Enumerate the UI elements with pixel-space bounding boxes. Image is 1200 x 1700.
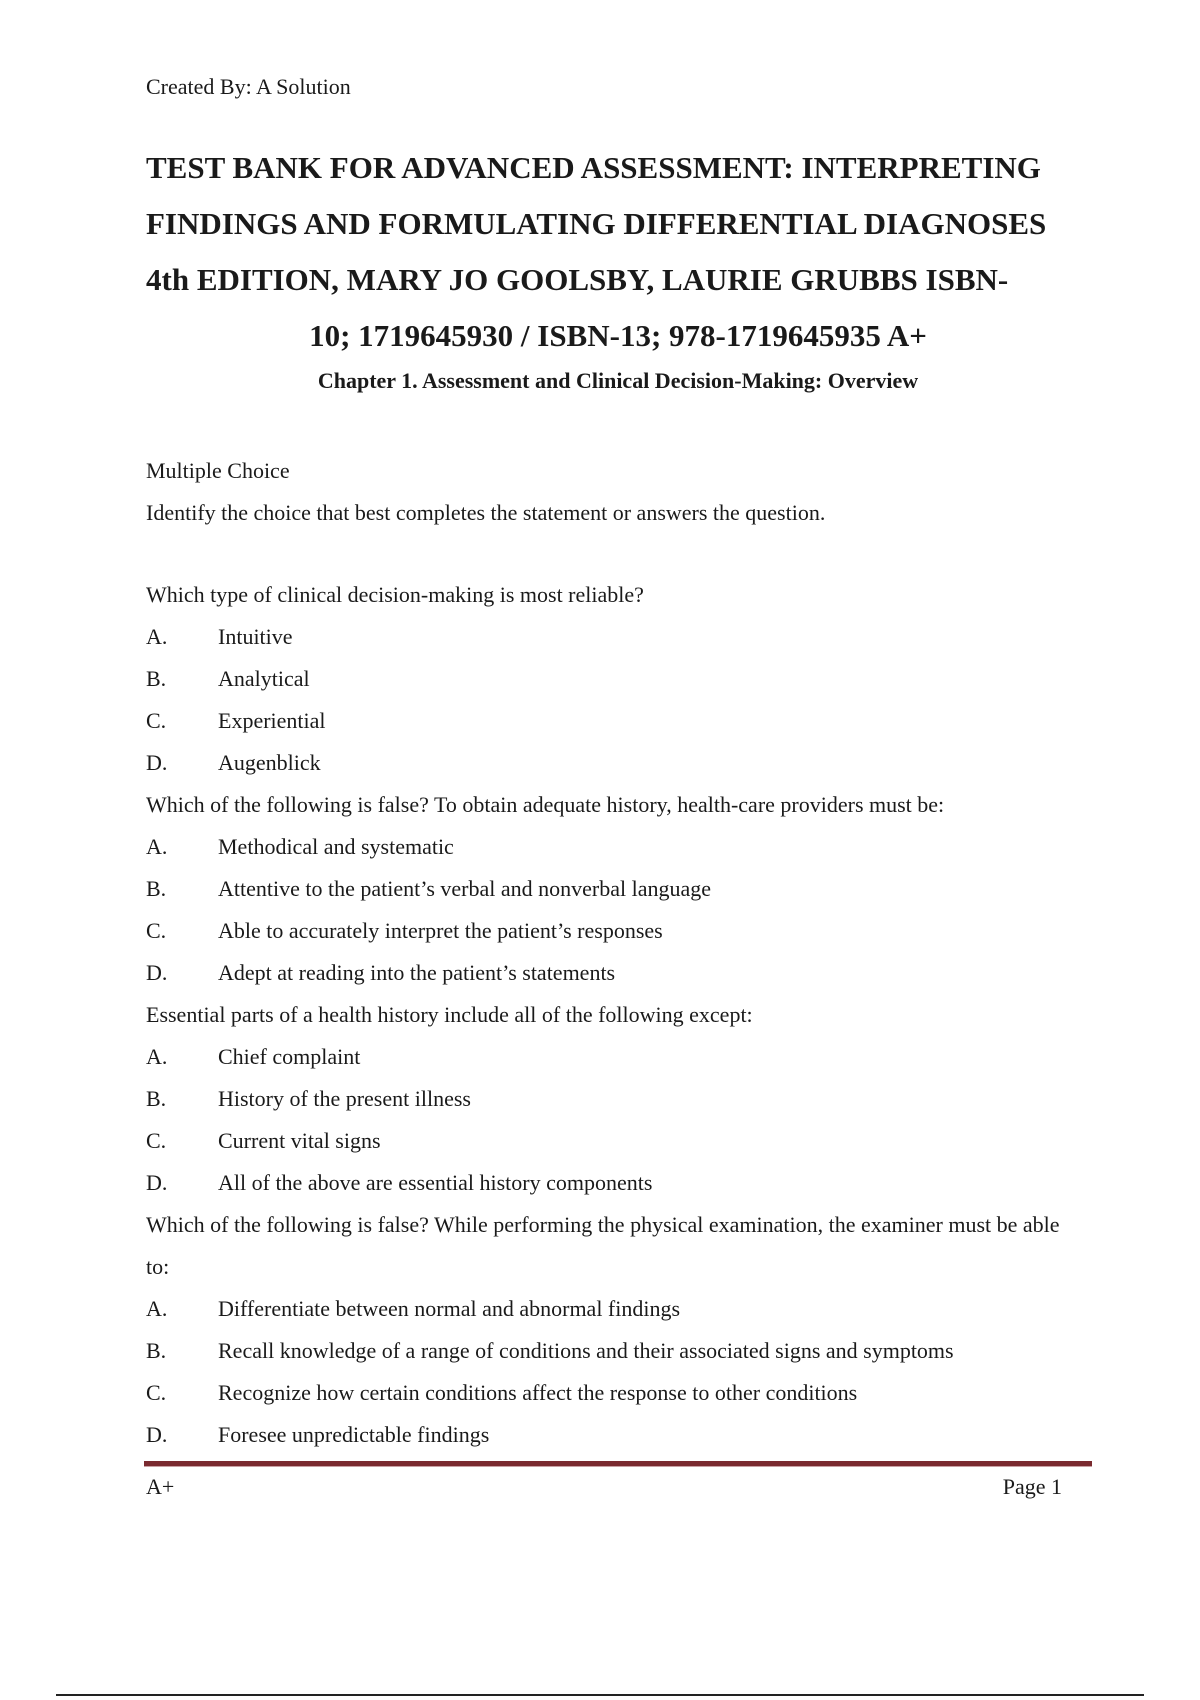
footer-grade: A+ <box>146 1474 175 1499</box>
answer-option <box>146 1414 1086 1456</box>
answer-option <box>146 1288 1086 1330</box>
instructions: Identify the choice that best completes the statement or answers the question. <box>146 500 826 525</box>
title-line: FINDINGS AND FORMULATING DIFFERENTIAL DIAGNOSES <box>146 206 1047 241</box>
answer-option <box>146 1078 1086 1120</box>
answer-option <box>146 826 1086 868</box>
footer-divider <box>144 1461 1092 1467</box>
title-line: TEST BANK FOR ADVANCED ASSESSMENT: INTERPRETING <box>146 150 1041 185</box>
option-text: Current vital signs <box>218 1128 381 1153</box>
document-title <box>146 140 1090 364</box>
question-text: Which of the following is false? To obtain adequate history, health-care providers must be: <box>146 792 945 817</box>
option-letter: B. <box>146 1338 167 1363</box>
option-text: All of the above are essential history components <box>218 1170 653 1195</box>
answer-option <box>146 910 1086 952</box>
option-letter: A. <box>146 834 168 859</box>
option-letter: D. <box>146 750 168 775</box>
intro-block <box>146 450 825 534</box>
option-text: Attentive to the patient’s verbal and nonverbal language <box>218 876 712 901</box>
option-letter: B. <box>146 876 167 901</box>
page-bottom-rule <box>56 1694 1144 1696</box>
answer-option <box>146 616 1086 658</box>
option-text: Differentiate between normal and abnormal findings <box>218 1296 681 1321</box>
answer-option <box>146 1036 1086 1078</box>
option-text: Intuitive <box>218 624 293 649</box>
option-text: Augenblick <box>218 750 321 775</box>
option-text: Foresee unpredictable findings <box>218 1422 490 1447</box>
option-text: Adept at reading into the patient’s statements <box>218 960 616 985</box>
page-number: Page 1 <box>1002 1474 1062 1499</box>
question-text: Which of the following is false? While performing the physical examination, the examiner must be able to: <box>146 1212 1060 1279</box>
option-text: Able to accurately interpret the patient’s responses <box>218 918 663 943</box>
option-text: Methodical and systematic <box>218 834 454 859</box>
question <box>146 574 1086 784</box>
answer-option <box>146 658 1086 700</box>
question <box>146 994 1086 1204</box>
option-letter: A. <box>146 1044 168 1069</box>
option-text: Recall knowledge of a range of conditions and their associated signs and symptoms <box>218 1338 954 1363</box>
question <box>146 784 1086 994</box>
option-letter: C. <box>146 918 167 943</box>
option-text: Analytical <box>218 666 310 691</box>
answer-option <box>146 952 1086 994</box>
option-letter: D. <box>146 1170 168 1195</box>
answer-option <box>146 868 1086 910</box>
title-line: 10; 1719645930 / ISBN-13; 978-1719645935 A+ <box>309 318 927 353</box>
answer-option <box>146 1120 1086 1162</box>
option-letter: D. <box>146 960 168 985</box>
option-text: Recognize how certain conditions affect the response to other conditions <box>218 1380 858 1405</box>
option-text: Chief complaint <box>218 1044 361 1069</box>
option-letter: B. <box>146 1086 167 1111</box>
answer-option <box>146 700 1086 742</box>
option-text: History of the present illness <box>218 1086 471 1111</box>
answer-option <box>146 1330 1086 1372</box>
question-text: Essential parts of a health history include all of the following except: <box>146 1002 753 1027</box>
question-list <box>146 574 1086 1456</box>
chapter-heading: Chapter 1. Assessment and Clinical Decision-Making: Overview <box>317 368 919 393</box>
answer-option <box>146 1372 1086 1414</box>
title-line: 4th EDITION, MARY JO GOOLSBY, LAURIE GRUBBS ISBN- <box>146 262 1009 297</box>
option-letter: B. <box>146 666 167 691</box>
option-letter: A. <box>146 1296 168 1321</box>
option-letter: C. <box>146 1380 167 1405</box>
option-letter: C. <box>146 1128 167 1153</box>
section-label: Multiple Choice <box>146 458 290 483</box>
answer-option <box>146 742 1086 784</box>
option-letter: A. <box>146 624 168 649</box>
option-text: Experiential <box>218 708 326 733</box>
answer-option <box>146 1162 1086 1204</box>
question <box>146 1204 1086 1456</box>
option-letter: C. <box>146 708 167 733</box>
created-by-line: Created By: A Solution <box>146 74 351 99</box>
option-letter: D. <box>146 1422 168 1447</box>
question-text: Which type of clinical decision-making is most reliable? <box>146 582 644 607</box>
